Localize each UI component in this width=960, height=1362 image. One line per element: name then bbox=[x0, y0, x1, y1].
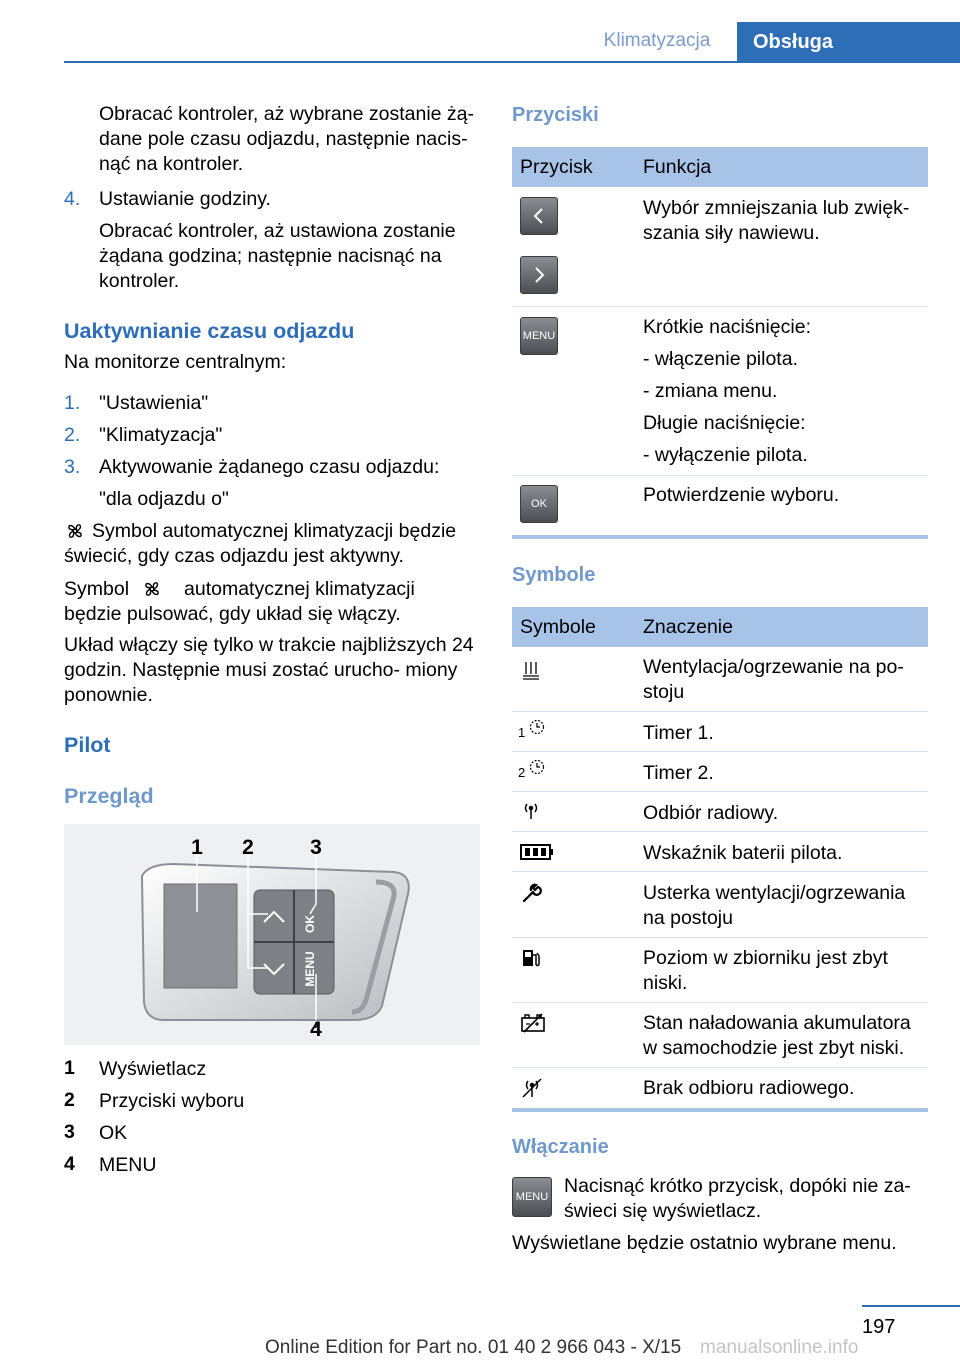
buttons-row-divider bbox=[512, 475, 928, 476]
switch-on-text: Nacisnąć krótko przycisk, dopóki nie za‐ świeci się wyświetlacz. bbox=[564, 1175, 911, 1222]
chevron-left-key-icon bbox=[520, 197, 558, 235]
step-2-number: 2. bbox=[64, 424, 81, 446]
timer2-label: 2 bbox=[518, 765, 526, 780]
symbols-table-end bbox=[512, 1108, 928, 1112]
legend-2-number: 2 bbox=[64, 1089, 75, 1111]
ventilation-icon bbox=[520, 659, 542, 681]
legend-3-number: 3 bbox=[64, 1121, 75, 1143]
edition-footer: Online Edition for Part no. 01 40 2 966 043 - X/15 bbox=[265, 1337, 682, 1358]
menu-key-icon: MENU bbox=[512, 1177, 552, 1217]
para-pulse-symbol: automatycznej klimatyzacji będzie pulsować, gdy układ się włączy. bbox=[64, 578, 415, 625]
timer1-icon bbox=[528, 718, 546, 736]
button-row-menu-line-1: Krótkie naciśnięcie: bbox=[643, 316, 811, 338]
symbols-row-divider bbox=[512, 871, 928, 872]
symbols-heading: Symbole bbox=[512, 564, 596, 586]
step-3-subtext: "dla odjazdu o" bbox=[99, 488, 229, 510]
symbols-row-divider bbox=[512, 937, 928, 938]
para-24h: Układ włączy się tylko w trakcie najbliższych 24 godzin. Następnie musi zostać urucho‐ miony ponownie. bbox=[64, 634, 474, 706]
symbol-battery-text: Wskaźnik baterii pilota. bbox=[643, 842, 843, 864]
symbol-no-radio-text: Brak odbioru radiowego. bbox=[643, 1077, 855, 1099]
step-4-text: Ustawianie godziny. bbox=[99, 188, 271, 210]
para-active-symbol: Symbol automatycznej klimatyzacji będzie świecić, gdy czas odjazdu jest aktywny. bbox=[64, 520, 457, 567]
legend-2-text: Przyciski wyboru bbox=[99, 1090, 245, 1112]
button-row-select-text: Wybór zmniejszania lub zwięk‐ szania siły nawiewu. bbox=[643, 197, 910, 244]
buttons-col-button: Przycisk bbox=[520, 156, 593, 178]
symbols-col-symbol: Symbole bbox=[520, 616, 596, 638]
no-radio-icon bbox=[520, 1077, 544, 1099]
symbol-fuel-text: Poziom w zbiorniku jest zbyt niski. bbox=[643, 947, 888, 994]
step-3-number: 3. bbox=[64, 456, 81, 478]
step-1-number: 1. bbox=[64, 392, 81, 414]
chevron-right-key-icon bbox=[520, 256, 558, 294]
buttons-table-header bbox=[512, 147, 928, 187]
page-number: 197 bbox=[862, 1316, 896, 1338]
pilot-heading: Pilot bbox=[64, 733, 111, 757]
wrench-icon bbox=[520, 882, 542, 904]
remote-menu-label: MENU bbox=[303, 951, 317, 987]
timer2-icon bbox=[528, 758, 546, 776]
symbols-row-divider bbox=[512, 1067, 928, 1068]
legend-3-text: OK bbox=[99, 1122, 128, 1144]
step-3-text: Aktywowanie żądanego czasu odjazdu: bbox=[99, 456, 440, 478]
step-1-text: "Ustawienia" bbox=[99, 392, 209, 414]
buttons-heading: Przyciski bbox=[512, 104, 599, 126]
watermark: manualsonline.info bbox=[700, 1337, 859, 1358]
ok-key-icon: OK bbox=[520, 485, 558, 523]
callout-1: 1 bbox=[191, 836, 203, 859]
legend-1-number: 1 bbox=[64, 1057, 75, 1079]
symbols-table-header bbox=[512, 607, 928, 647]
header-chapter-tab: Obsługa bbox=[737, 22, 960, 62]
footer-rule bbox=[862, 1305, 960, 1307]
button-row-menu-line-2: - włączenie pilota. bbox=[643, 348, 798, 370]
button-row-menu-line-5: - wyłączenie pilota. bbox=[643, 444, 808, 466]
switch-on-heading: Włączanie bbox=[512, 1136, 609, 1158]
callout-2: 2 bbox=[242, 836, 254, 859]
remote-figure bbox=[64, 824, 480, 1045]
symbol-timer1-text: Timer 1. bbox=[643, 722, 714, 744]
radio-icon bbox=[520, 801, 542, 821]
remote-control-illustration bbox=[64, 824, 480, 1045]
symbol-ventilation-text: Wentylacja/ogrzewanie na po‐ stoju bbox=[643, 656, 904, 703]
buttons-col-function: Funkcja bbox=[643, 156, 712, 178]
buttons-row-divider bbox=[512, 306, 928, 307]
menu-key-icon: MENU bbox=[520, 317, 558, 355]
symbols-row-divider bbox=[512, 791, 928, 792]
button-row-menu-line-4: Długie naciśnięcie: bbox=[643, 412, 806, 434]
para-pulse-symbol-start: Symbol bbox=[64, 578, 130, 600]
fuel-icon bbox=[520, 947, 542, 969]
step-2-text: "Klimatyzacja" bbox=[99, 424, 223, 446]
legend-4-text: MENU bbox=[99, 1154, 157, 1176]
activate-heading: Uaktywnianie czasu odjazdu bbox=[64, 319, 355, 343]
switch-on-after-text: Wyświetlane będzie ostatnio wybrane menu. bbox=[512, 1232, 897, 1254]
timer1-label: 1 bbox=[518, 725, 526, 740]
button-row-ok-text: Potwierdzenie wyboru. bbox=[643, 484, 840, 506]
callout-4: 4 bbox=[310, 1018, 322, 1041]
car-battery-icon bbox=[520, 1012, 546, 1034]
symbols-row-divider bbox=[512, 711, 928, 712]
symbols-row-divider bbox=[512, 751, 928, 752]
symbol-timer2-text: Timer 2. bbox=[643, 762, 714, 784]
symbol-radio-text: Odbiór radiowy. bbox=[643, 802, 779, 824]
callout-3: 3 bbox=[310, 836, 322, 859]
activate-intro: Na monitorze centralnym: bbox=[64, 351, 287, 373]
buttons-table-end bbox=[512, 535, 928, 539]
step-4-number: 4. bbox=[64, 188, 81, 210]
button-row-menu-line-3: - zmiana menu. bbox=[643, 380, 778, 402]
legend-1-text: Wyświetlacz bbox=[99, 1058, 207, 1080]
symbols-row-divider bbox=[512, 1002, 928, 1003]
overview-heading: Przegląd bbox=[64, 784, 154, 808]
symbols-col-meaning: Znaczenie bbox=[643, 616, 733, 638]
header-section-tab: Klimatyzacja bbox=[603, 30, 711, 51]
symbols-row-divider bbox=[512, 831, 928, 832]
header-rule bbox=[64, 61, 960, 63]
battery-icon bbox=[520, 844, 554, 860]
remote-ok-label: OK bbox=[303, 915, 317, 933]
continued-step-text: Obracać kontroler, aż wybrane zostanie żą‐ dane pole czasu odjazdu, następnie nacis‐ nąć na kontroler. bbox=[99, 103, 475, 175]
step-4-subtext: Obracać kontroler, aż ustawiona zostanie żądana godzina; następnie nacisnąć na kontroler. bbox=[99, 220, 456, 292]
symbol-wrench-text: Usterka wentylacji/ogrzewania na postoju bbox=[643, 882, 906, 929]
symbol-car-battery-text: Stan naładowania akumulatora w samochodzie jest zbyt niski. bbox=[643, 1012, 911, 1059]
legend-4-number: 4 bbox=[64, 1153, 75, 1175]
